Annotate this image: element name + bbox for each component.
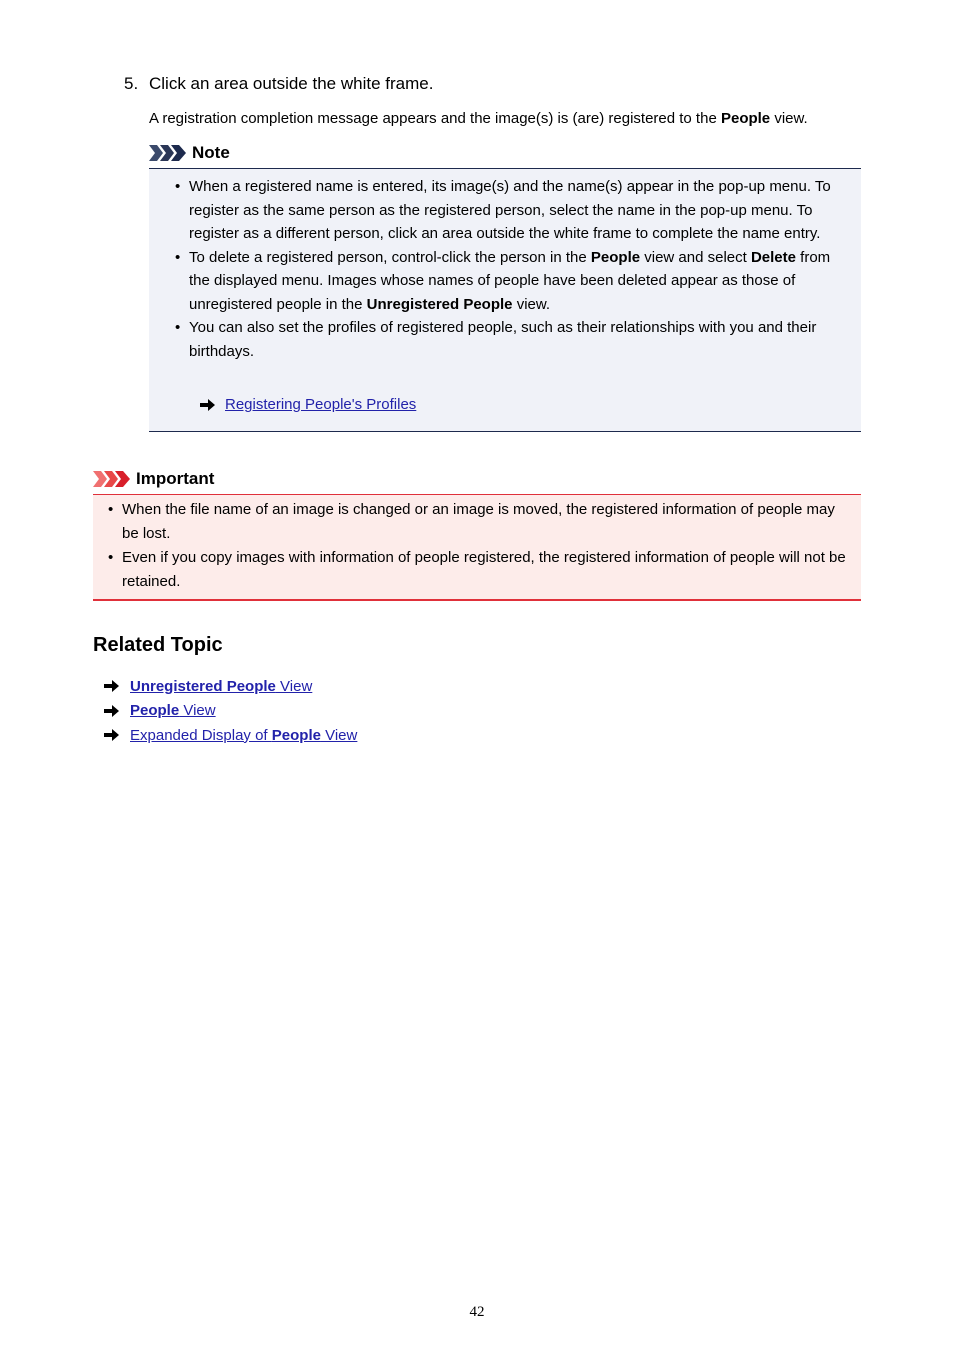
important-heading [93, 467, 214, 491]
note-item-text: view. [512, 295, 551, 313]
step-desc-text-end: view. [770, 110, 808, 127]
note-item-3 [174, 316, 854, 363]
right-arrow-icon [104, 680, 120, 692]
note-item-text: When a registered name is entered, its image(s) and the name(s) appear in the pop-up menu. To register as the same person as the registered person, select the name in the pop-up menu. To register as a different person, click an area outside the white frame to complete the name entry. [189, 178, 831, 242]
link-bold: Unregistered People [130, 677, 276, 695]
people-view-link[interactable] [130, 702, 216, 719]
unregistered-people-view-link[interactable] [130, 678, 312, 695]
note-item-text: from the displayed menu. Images whose names of people have been deleted appear as those of unregistered people in the [189, 248, 831, 313]
note-item-text: view and select [640, 248, 751, 266]
related-topic-list [104, 674, 357, 748]
bullet-icon: • [175, 178, 181, 195]
registering-peoples-profiles-link[interactable]: Registering People's Profiles [225, 396, 417, 413]
related-item-unregistered-people [104, 674, 357, 699]
note-item-bold: Unregistered People [366, 295, 513, 313]
right-arrow-icon [104, 729, 120, 741]
important-item-text: Even if you copy images with information of people registered, the registered information of people will not be retained. [122, 549, 846, 590]
related-topic-heading: Related Topic [93, 634, 223, 656]
step-description [149, 108, 808, 130]
important-box [93, 494, 861, 601]
important-chevrons-icon [93, 471, 131, 487]
note-item-bold: Delete [750, 248, 796, 266]
bullet-icon: • [175, 319, 181, 336]
bullet-icon: • [108, 549, 114, 566]
note-item-text: To delete a registered person, control-click the person in the [189, 248, 591, 266]
important-item-1 [107, 498, 852, 546]
right-arrow-icon [200, 399, 216, 411]
note-list [174, 175, 854, 363]
note-item-1 [174, 175, 854, 246]
important-item-2 [107, 546, 852, 594]
note-item-bold: People [590, 248, 641, 266]
related-item-people [104, 699, 357, 724]
link-text: View [320, 726, 358, 744]
note-item-2 [174, 246, 854, 317]
right-arrow-icon [104, 705, 120, 717]
link-bold: People [130, 702, 180, 720]
bullet-icon: • [108, 501, 114, 518]
bullet-icon: • [175, 248, 181, 266]
step-desc-text: A registration completion message appears and the image(s) is (are) registered to the [149, 110, 721, 127]
step-number: 5. [124, 74, 139, 93]
link-text: Expanded Display of [130, 726, 272, 744]
link-text: View [275, 677, 313, 695]
expanded-display-people-view-link[interactable] [130, 727, 357, 744]
note-link-row [200, 395, 416, 415]
note-heading [149, 141, 230, 165]
related-item-expanded-display [104, 723, 357, 748]
note-chevrons-icon [149, 145, 187, 161]
step-desc-bold: People [720, 110, 771, 127]
note-heading-text: Note [192, 143, 230, 162]
link-bold: People [271, 726, 321, 744]
page-number: 42 [469, 1304, 485, 1320]
important-item-text: When the file name of an image is changed or an image is moved, the registered information of people may be lost. [122, 501, 835, 542]
note-box [149, 168, 861, 432]
link-text: View [179, 702, 216, 720]
important-list [107, 498, 852, 594]
step-text: Click an area outside the white frame. [149, 74, 434, 93]
important-heading-text: Important [136, 469, 215, 488]
step-5 [124, 73, 433, 95]
note-item-text: You can also set the profiles of registered people, such as their relationships with you and their birthdays. [189, 319, 817, 360]
